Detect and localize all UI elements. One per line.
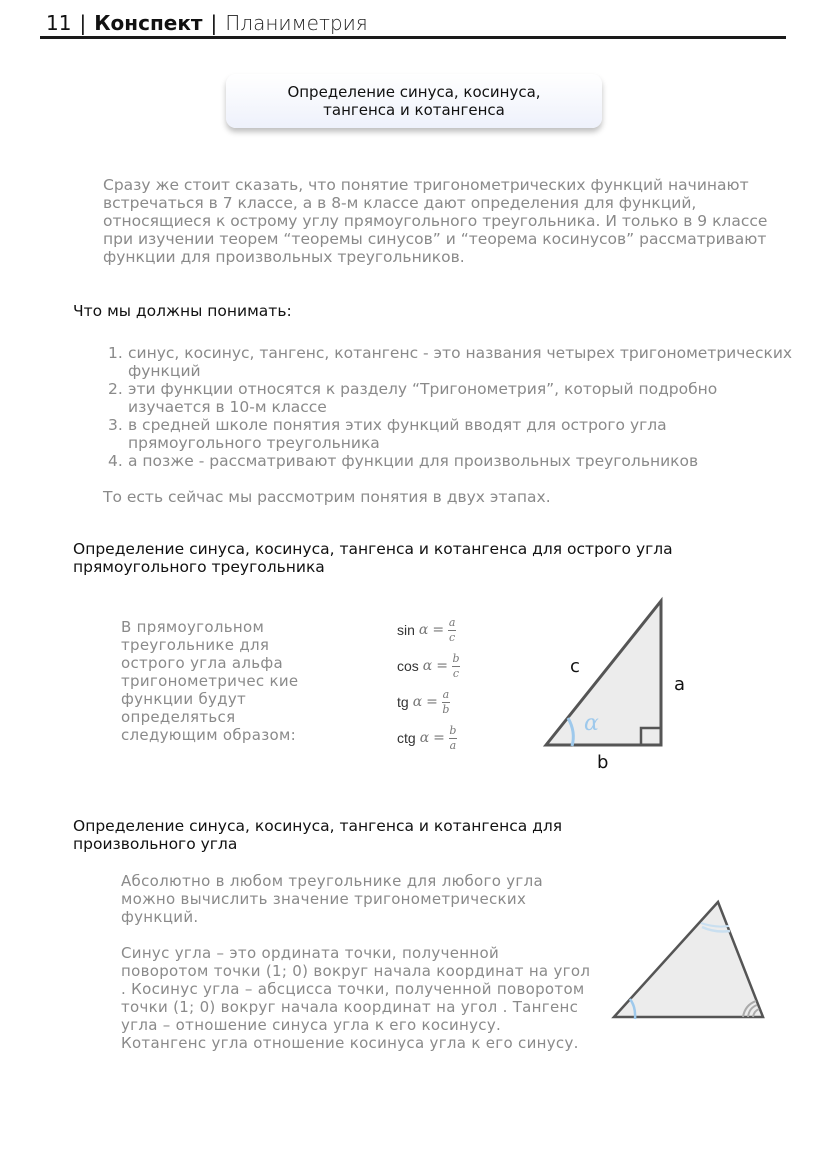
any-angle-heading: Определение синуса, косинуса, тангенса и котангенса для произвольного угла xyxy=(73,817,563,853)
header-rule xyxy=(40,36,786,39)
list-item-text: а позже - рассматривают функции для произвольных треугольников xyxy=(128,452,699,470)
any-angle-definitions: Синус угла – это ордината точки, полученной поворотом точки (1; 0) вокруг начала координат на угол . Косинус угла – абсцисса точки, полученной поворотом точки (1; 0) вокруг начала координат на угол . Тангенс угла – отношение синуса угла к его косинусу. Котангенс угла отношение косинуса угла к его синусу. xyxy=(121,944,591,1052)
list-item xyxy=(108,380,798,416)
list-item-text: эти функции относятся к разделу “Тригонометрия”, который подробно изучается в 10-м классе xyxy=(128,380,718,416)
angle-alpha-label: α xyxy=(584,711,599,736)
list-item-number: 3. xyxy=(108,416,123,434)
fraction xyxy=(448,617,456,644)
formula-function: tg xyxy=(397,694,409,710)
formula-function: cos xyxy=(397,658,419,674)
acute-angle-description: В прямоугольном треугольнике для острого угла альфа тригонометричес кие функции будут определяться следующим образом: xyxy=(121,618,299,744)
equals-sign: = xyxy=(436,658,448,674)
formula-function: sin xyxy=(397,622,415,638)
formula-argument: α xyxy=(418,622,429,638)
formula-function: ctg xyxy=(397,730,416,746)
header-text xyxy=(46,11,368,35)
numerator: b xyxy=(449,723,457,737)
right-triangle-diagram xyxy=(540,596,710,776)
list-item-number: 4. xyxy=(108,452,123,470)
formula-list xyxy=(397,612,487,756)
denominator: c xyxy=(452,666,460,680)
numerator: a xyxy=(442,687,450,701)
fraction xyxy=(452,653,460,680)
fraction xyxy=(442,689,450,716)
fraction xyxy=(449,725,457,752)
side-b-label: b xyxy=(597,752,609,773)
title-line-1: Определение синуса, косинуса, xyxy=(287,83,541,101)
side-a-label: a xyxy=(674,674,686,695)
side-c-label: c xyxy=(570,656,580,677)
right-triangle-shape xyxy=(546,601,661,745)
equals-sign: = xyxy=(432,622,445,638)
arbitrary-triangle-shape xyxy=(614,902,763,1017)
denominator: b xyxy=(442,702,450,716)
acute-angle-heading: Определение синуса, косинуса, тангенса и котангенса для острого угла прямоугольного треугольника xyxy=(73,540,673,576)
equals-sign: = xyxy=(433,730,445,746)
formula-cos xyxy=(397,648,487,684)
header-subject: Планиметрия xyxy=(225,11,368,35)
equals-sign: = xyxy=(426,694,438,710)
any-angle-intro: Абсолютно в любом треугольнике для любого угла можно вычислить значение тригонометрических функций. xyxy=(121,872,543,926)
formula-sin xyxy=(397,612,487,648)
numerator: a xyxy=(448,615,456,629)
formula-argument: α xyxy=(419,730,430,746)
title-line-2: тангенса и котангенса xyxy=(323,101,505,119)
formula-ctg xyxy=(397,720,487,756)
understand-heading: Что мы должны понимать: xyxy=(73,302,292,320)
header-section: Конспект xyxy=(94,11,203,35)
list-item-number: 1. xyxy=(108,344,123,362)
formula-argument: α xyxy=(422,658,433,674)
page-header xyxy=(40,8,786,38)
summary-text: То есть сейчас мы рассмотрим понятия в двух этапах. xyxy=(103,488,551,506)
numerator: b xyxy=(452,651,460,665)
list-item xyxy=(108,416,798,452)
page-number: 11 xyxy=(46,11,72,35)
list-item-text: синус, косинус, тангенс, котангенс - это названия четырех тригонометрических функций xyxy=(128,344,793,380)
denominator: c xyxy=(449,630,456,644)
formula-argument: α xyxy=(412,694,423,710)
header-separator: | xyxy=(210,11,218,35)
arbitrary-triangle-diagram xyxy=(605,895,770,1025)
formula-tg xyxy=(397,684,487,720)
list-item xyxy=(108,452,798,470)
list-item xyxy=(108,344,798,380)
list-item-number: 2. xyxy=(108,380,123,398)
understand-list xyxy=(108,344,798,470)
header-separator: | xyxy=(79,11,87,35)
denominator: a xyxy=(449,738,457,752)
topic-title-box xyxy=(226,74,602,128)
list-item-text: в средней школе понятия этих функций вводят для острого угла прямоугольного треугольника xyxy=(128,416,667,452)
intro-paragraph: Сразу же стоит сказать, что понятие тригонометрических функций начинают встречаться в 7 классе, а в 8-м классе дают определения для функций, относящиеся к острому углу прямоугольного треугольника. И только в 9 классе при изучении теорем “теоремы синусов” и “теорема косинусов” рассматривают функции для произвольных треугольников. xyxy=(103,176,768,266)
